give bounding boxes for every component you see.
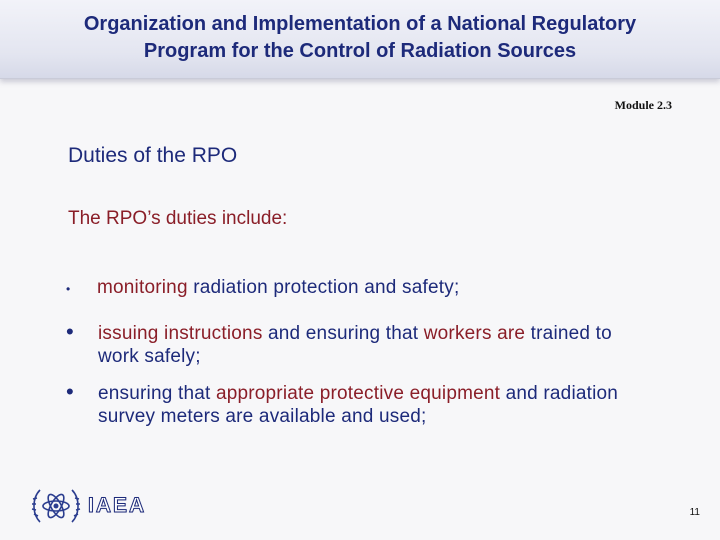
slide-header [0, 0, 720, 79]
section-heading: Duties of the RPO [68, 144, 238, 167]
iaea-emblem-icon [30, 482, 82, 530]
iaea-brand-text: IAEA [88, 494, 147, 517]
bullet-highlight: issuing instructions [98, 323, 263, 344]
bullet-icon: • [66, 379, 74, 404]
slide-title [0, 11, 720, 65]
bullet-icon: • [66, 282, 71, 296]
bullet-text [98, 322, 658, 368]
title-line-2: Program for the Control of Radiation Sources [143, 40, 577, 62]
bullet-text [97, 276, 657, 299]
page-number: 11 [689, 507, 700, 518]
bullet-plain: and radiation survey meters are available and used; [98, 383, 619, 427]
bullet-text [98, 382, 658, 428]
bullet-highlight: appropriate protective equipment [215, 383, 501, 404]
bullet-icon: • [66, 319, 74, 344]
title-line-1: Organization and Implementation of a National Regulatory [83, 13, 637, 35]
bullet-highlight: monitoring [97, 277, 188, 298]
bullet-highlight: workers are [423, 323, 526, 344]
module-label: Module 2.3 [614, 98, 672, 112]
intro-text: The RPO’s duties include: [68, 208, 288, 229]
bullet-plain: and ensuring that [262, 323, 424, 344]
bullet-plain: ensuring that [98, 383, 216, 404]
bullet-plain: trained to work safely; [98, 323, 612, 367]
bullet-plain: radiation protection and safety; [187, 277, 460, 298]
